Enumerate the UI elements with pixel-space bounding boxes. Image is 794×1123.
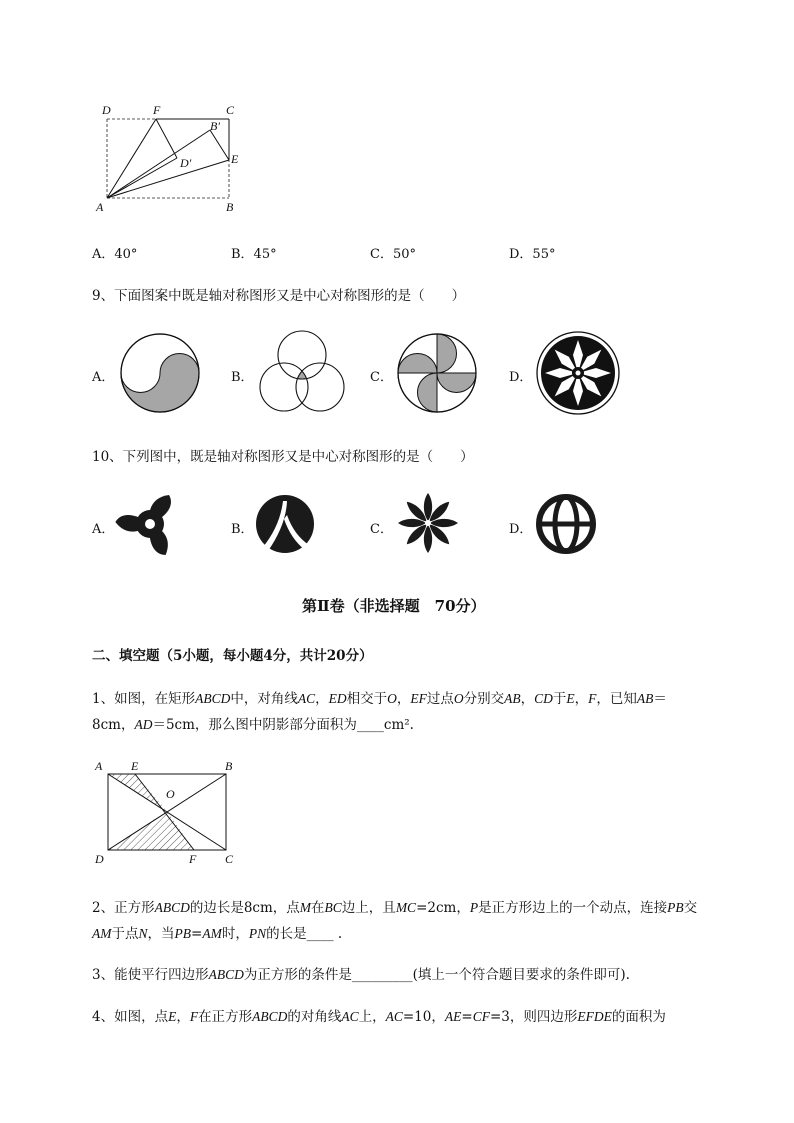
- q10-option-b-letter[interactable]: B．: [231, 522, 254, 537]
- q10-option-d-globe-figure[interactable]: [534, 492, 598, 556]
- fill3-line: [92, 963, 630, 983]
- q9-option-a-yinyang-figure[interactable]: [118, 331, 202, 415]
- fill1-var: AC: [297, 691, 316, 706]
- label-A: A: [95, 759, 103, 773]
- label-C: C: [226, 103, 235, 117]
- fill4-var: AE: [444, 1009, 462, 1024]
- label-B: B: [225, 759, 233, 773]
- fill4-text: 4、如图，点: [92, 1009, 169, 1025]
- q9-option-c-pinwheel-figure[interactable]: [395, 331, 479, 415]
- fill1-text: ，: [396, 691, 411, 707]
- fill4-var: EFDE: [577, 1009, 612, 1024]
- label-D: D: [102, 103, 111, 117]
- fill4-var: CF: [472, 1009, 490, 1024]
- fill2-var: AM: [202, 926, 222, 941]
- fill2-var: PB: [667, 900, 684, 915]
- q10-option-a-leaf-swirl-figure[interactable]: [117, 491, 183, 557]
- fill2-var: AM: [92, 926, 112, 941]
- fill1-text: ＝5cm，那么图中阴影部分面积为____cm².: [152, 717, 414, 733]
- fill2-var: P: [469, 900, 479, 915]
- fill2-text: 边上，且: [341, 900, 396, 916]
- fill1-text: 过点: [426, 691, 454, 707]
- fill1-text: ，已知: [596, 691, 637, 707]
- fill1-var: ED: [328, 691, 347, 706]
- q9-option-c-letter[interactable]: C．: [370, 370, 393, 385]
- fill1-text: ，: [520, 691, 535, 707]
- fill4-var: ABCD: [252, 1009, 288, 1024]
- fill2-text: 的边长是8cm，点: [189, 900, 300, 916]
- fill2-text: =: [191, 926, 203, 942]
- q9-option-a-letter[interactable]: A．: [92, 370, 115, 385]
- fill3-text: 3、能使平行四边形: [92, 967, 209, 983]
- fill2-line1: [92, 896, 697, 916]
- q10-option-c-letter[interactable]: C．: [370, 522, 393, 537]
- fill1-var: E: [566, 691, 575, 706]
- q10-option-a-letter[interactable]: A．: [92, 522, 115, 537]
- fill4-text: 的对角线: [287, 1009, 342, 1025]
- label-A: A: [96, 200, 104, 214]
- fill1-line1: [92, 687, 667, 707]
- fill1-figure: [90, 756, 250, 872]
- fill3-var: ABCD: [208, 967, 244, 982]
- fill2-text: 于点: [111, 926, 139, 942]
- q9-option-b-three-circles-figure[interactable]: [256, 329, 348, 419]
- fill1-text: ＝: [653, 691, 667, 707]
- fill2-text: 2、正方形: [92, 900, 155, 916]
- q9-option-b-letter[interactable]: B．: [231, 370, 254, 385]
- fill2-var: N: [138, 926, 148, 941]
- label-F: F: [189, 852, 197, 866]
- fill1-var: O: [453, 691, 464, 706]
- fill4-var: AC: [341, 1009, 359, 1024]
- label-O: O: [166, 787, 175, 801]
- label-C: C: [225, 852, 234, 866]
- q8-option-a[interactable]: A．40°: [92, 247, 138, 262]
- q10-stem: 10、下列图中，既是轴对称图形又是中心对称图形的是（ ）: [92, 449, 474, 465]
- q8-option-c[interactable]: C．50°: [370, 247, 416, 262]
- fill2-var: PB: [174, 926, 192, 941]
- q8-option-d[interactable]: D．55°: [509, 247, 556, 262]
- fill2-var: M: [299, 900, 312, 915]
- fill2-var: ABCD: [154, 900, 190, 915]
- fill1-text: 于: [552, 691, 567, 707]
- fill1-var: EF: [410, 691, 427, 706]
- fill2-text: 的长是____ .: [266, 926, 343, 942]
- q9-stem: 9、下面图案中既是轴对称图形又是中心对称图形的是（ ）: [92, 288, 466, 304]
- fill4-text: 在正方形: [198, 1009, 253, 1025]
- fill1-var: ABCD: [195, 691, 231, 706]
- q8-figure: [92, 100, 252, 220]
- fill4-text: ，: [176, 1009, 190, 1025]
- label-D-prime: D′: [180, 156, 192, 170]
- fill1-var: CD: [534, 691, 553, 706]
- fill4-line: [92, 1005, 666, 1025]
- section2-title: 二、填空题（5小题，每小题4分，共计20分）: [92, 648, 373, 664]
- q9-option-d-letter[interactable]: D．: [509, 370, 533, 385]
- fill1-text: ，: [315, 691, 329, 707]
- q10-option-c-flower-figure[interactable]: [395, 490, 461, 556]
- fill1-var: AB: [504, 691, 521, 706]
- fill4-text: 的面积为: [611, 1009, 666, 1025]
- q9-option-d-ornament-figure[interactable]: [535, 330, 621, 416]
- label-B-prime: B′: [210, 119, 220, 133]
- fill1-var: AB: [636, 691, 654, 706]
- fill4-var: F: [189, 1009, 199, 1024]
- fill1-text: 1、如图，在矩形: [92, 691, 196, 707]
- fill2-var: MC: [395, 900, 417, 915]
- fill4-text: =3，则四边形: [489, 1009, 578, 1025]
- fill2-text: 在: [311, 900, 325, 916]
- fill1-var: AD: [134, 717, 153, 732]
- fill2-text: =2cm，: [416, 900, 470, 916]
- fill2-text: 是正方形边上的一个动点，连接: [478, 900, 668, 916]
- fill2-var: BC: [324, 900, 342, 915]
- fill3-text: 为正方形的条件是_________(填上一个符合题目要求的条件即可).: [243, 967, 630, 983]
- fill1-text: 分别交: [463, 691, 505, 707]
- label-D: D: [95, 852, 104, 866]
- fill1-var: F: [588, 691, 597, 706]
- fill1-text: 中，对角线: [230, 691, 298, 707]
- q10-option-b-ren-emblem-figure[interactable]: [254, 493, 316, 555]
- label-E: E: [231, 152, 239, 166]
- fill4-text: =: [461, 1009, 473, 1025]
- fill1-text: 相交于: [346, 691, 388, 707]
- fill4-var: AC: [385, 1009, 403, 1024]
- fill1-text: 8cm，: [92, 717, 135, 733]
- fill1-var: O: [387, 691, 397, 706]
- fill2-line2: [92, 922, 342, 942]
- q8-option-b[interactable]: B．45°: [231, 247, 277, 262]
- fill4-text: =10，: [402, 1009, 445, 1025]
- label-F: F: [153, 103, 161, 117]
- fill4-text: 上，: [358, 1009, 386, 1025]
- part2-title: 第Ⅱ卷（非选择题 70分）: [302, 597, 486, 615]
- fill4-var: E: [168, 1009, 177, 1024]
- q10-option-d-letter[interactable]: D．: [509, 522, 533, 537]
- label-B: B: [226, 200, 234, 214]
- fill1-text: ，: [574, 691, 589, 707]
- fill2-text: ，当: [147, 926, 175, 942]
- fill1-line2: [92, 713, 414, 733]
- fill2-text: 交: [683, 900, 698, 916]
- fill2-var: PN: [248, 926, 267, 941]
- fill2-text: 时，: [221, 926, 249, 942]
- label-E: E: [131, 759, 139, 773]
